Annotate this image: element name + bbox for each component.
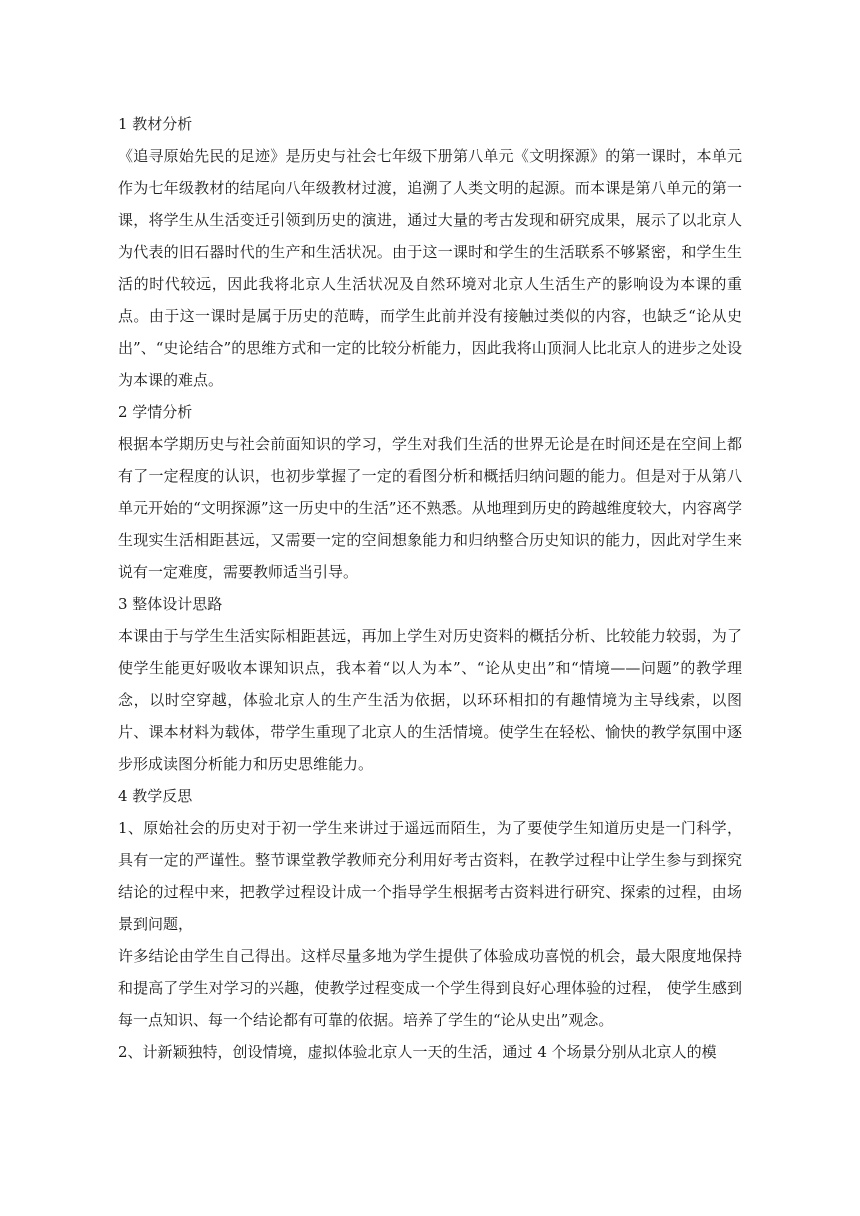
paragraph: 2、计新颖独特，创设情境，虚拟体验北京人一天的生活，通过 4 个场景分别从北京人的模: [118, 1043, 717, 1061]
paragraph: 根据本学期历史与社会前面知识的学习，学生对我们生活的世界无论是在时间还是在空间上都有了一定程度的认识，也初步掌握了一定的看图分析和概括归纳问题的能力。但是对于从第八单元开始的“文明探源”这一历史中的生活”还不熟悉。从地理到历史的跨越维度较大，内容离学生现实生活相距甚远，又需要一定的空间想象能力和归纳整合历史知识的能力，因此对学生来说有一定难度，需要教师适当引导。: [118, 435, 742, 581]
paragraph: 本课由于与学生生活实际相距甚远，再加上学生对历史资料的概括分析、比较能力较弱，为了使学生能更好吸收本课知识点，我本着“以人为本”、“论从史出”和“情境——问题”的教学理念，以时空穿越，体验北京人的生产生活为依据，以环环相扣的有趣情境为主导线索，以图片、课本材料为载体，带学生重现了北京人的生活情境。使学生在轻松、愉快的教学氛围中逐步形成读图分析能力和历史思维能力。: [118, 627, 742, 773]
paragraph: 1、原始社会的历史对于初一学生来讲过于遥远而陌生，为了要使学生知道历史是一门科学，具有一定的严谨性。整节课堂教学教师充分利用好考古资料，在教学过程中让学生参与到探究结论的过程中来，把教学过程设计成一个指导学生根据考古资料进行研究、探索的过程，由场景到问题，: [118, 819, 742, 933]
section-textbook-analysis: [118, 108, 742, 396]
document-body: [118, 108, 742, 1068]
paragraph: 许多结论由学生自己得出。这样尽量多地为学生提供了体验成功喜悦的机会，最大限度地保持和提高了学生对学习的兴趣，使教学过程变成一个学生得到良好心理体验的过程， 使学生感到每一点知识、每一个结论都有可靠的依据。培养了学生的“论从史出”观念。: [118, 947, 742, 1029]
section-heading: 4 教学反思: [118, 787, 193, 805]
section-design-approach: [118, 588, 742, 780]
section-heading: 2 学情分析: [118, 403, 193, 421]
section-teaching-reflection: [118, 780, 742, 1068]
paragraph: 《追寻原始先民的足迹》是历史与社会七年级下册第八单元《文明探源》的第一课时，本单元作为七年级教材的结尾向八年级教材过渡，追溯了人类文明的起源。而本课是第八单元的第一课，将学生从生活变迁引领到历史的演进，通过大量的考古发现和研究成果，展示了以北京人为代表的旧石器时代的生产和生活状况。由于这一课时和学生的生活联系不够紧密，和学生生活的时代较远，因此我将北京人生活状况及自然环境对北京人生活生产的影响设为本课的重点。由于这一课时是属于历史的范畴，而学生此前并没有接触过类似的内容，也缺乏“论从史出”、“史论结合”的思维方式和一定的比较分析能力，因此我将山顶洞人比北京人的进步之处设为本课的难点。: [118, 147, 742, 389]
section-heading: 3 整体设计思路: [118, 595, 223, 613]
section-heading: 1 教材分析: [118, 115, 193, 133]
section-learner-analysis: [118, 396, 742, 588]
